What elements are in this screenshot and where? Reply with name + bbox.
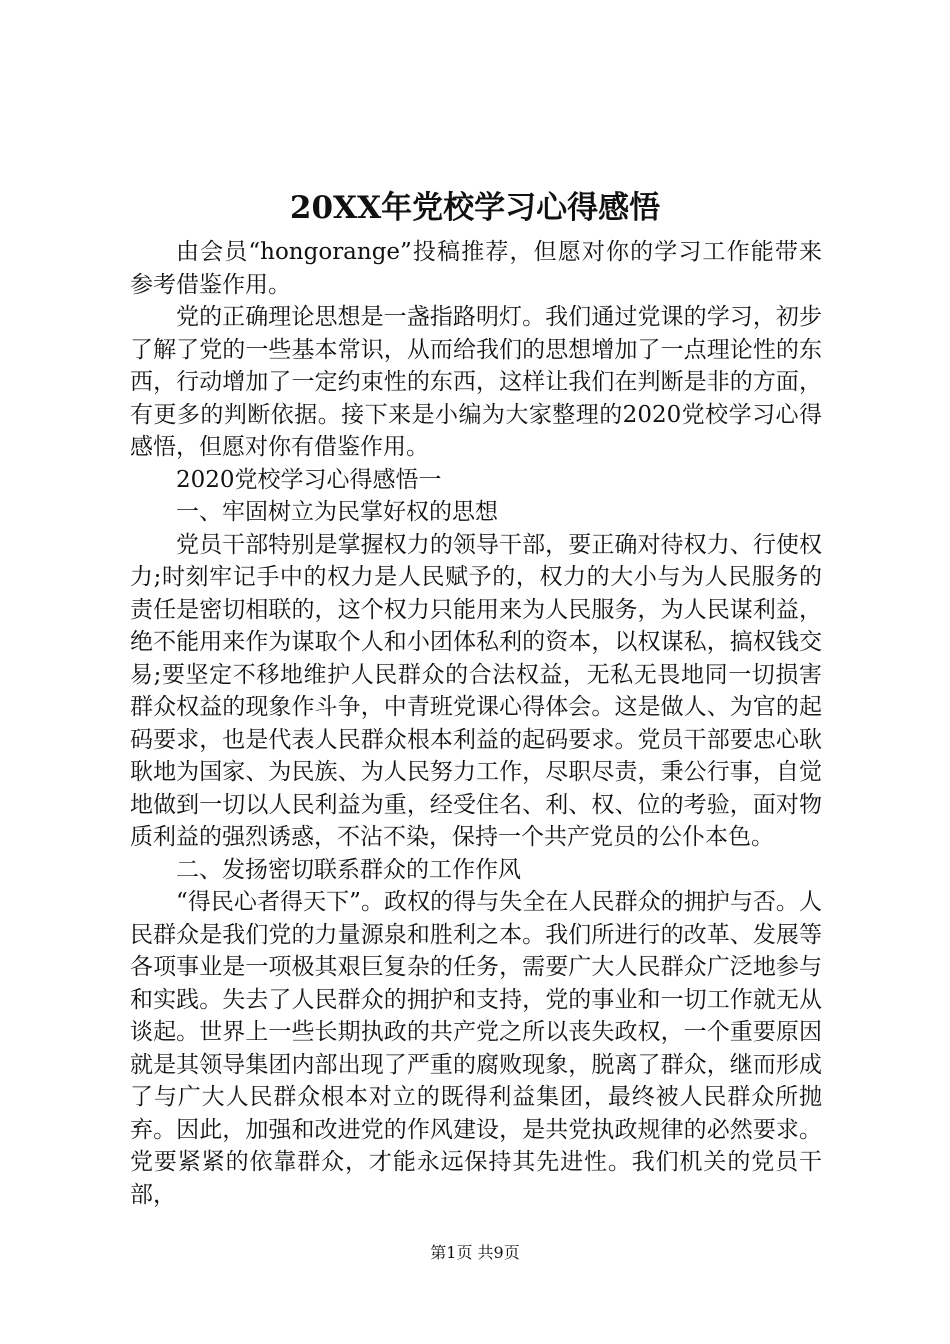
paragraph-lead: 党的正确理论思想是一盏指路明灯。我们通过党课的学习，初步了解了党的一些基本常识，从而给我们的思想增加了一点理论性的东西，行动增加了一定约束性的东西，这样让我们在判断是非的方面，有更多的判断依据。接下来是小编为大家整理的2020党校学习心得感悟，但愿对你有借鉴作用。 [130, 304, 822, 460]
page-footer: 第1页 共9页 [430, 1243, 520, 1262]
subheading-one: 一、牢固树立为民掌好权的思想 [176, 499, 498, 525]
paragraph-intro: 由会员“hongorange”投稿推荐，但愿对你的学习工作能带来参考借鉴作用。 [130, 239, 822, 298]
document-title: 20XX年党校学习心得感悟 [289, 190, 661, 226]
paragraph-power: 党员干部特别是掌握权力的领导干部，要正确对待权力、行使权力;时刻牢记手中的权力是人民赋予的，权力的大小与为人民服务的责任是密切相联的，这个权力只能用来为人民服务，为人民谋利益，绝不能用来作为谋取个人和小团体私利的资本，以权谋私，搞权钱交易;要坚定不移地维护人民群众的合法权益，无私无畏地同一切损害群众权益的现象作斗争，中青班党课心得体会。这是做人、为官的起码要求，也是代表人民群众根本利益的起码要求。党员干部要忠心耿耿地为国家、为民族、为人民努力工作，尽职尽责，秉公行事，自觉地做到一切以人民利益为重，经受住名、利、权、位的考验，面对物质利益的强烈诱惑，不沾不染，保持一个共产党员的公仆本色。 [130, 531, 822, 850]
document-body [130, 236, 822, 1211]
paragraph-masses: “得民心者得天下”。政权的得与失全在人民群众的拥护与否。人民群众是我们党的力量源泉和胜利之本。我们所进行的改革、发展等各项事业是一项极其艰巨复杂的任务，需要广大人民群众广泛地参与和实践。失去了人民群众的拥护和支持，党的事业和一切工作就无从谈起。世界上一些长期执政的共产党之所以丧失政权，一个重要原因就是其领导集团内部出现了严重的腐败现象，脱离了群众，继而形成了与广大人民群众根本对立的既得利益集团，最终被人民群众所抛弃。因此，加强和改进党的作风建设，是共党执政规律的必然要求。党要紧紧的依靠群众，才能永远保持其先进性。我们机关的党员干部， [130, 889, 822, 1208]
section-heading-part-one: 2020党校学习心得感悟一 [176, 466, 442, 493]
subheading-two: 二、发扬密切联系群众的工作作风 [176, 856, 521, 883]
